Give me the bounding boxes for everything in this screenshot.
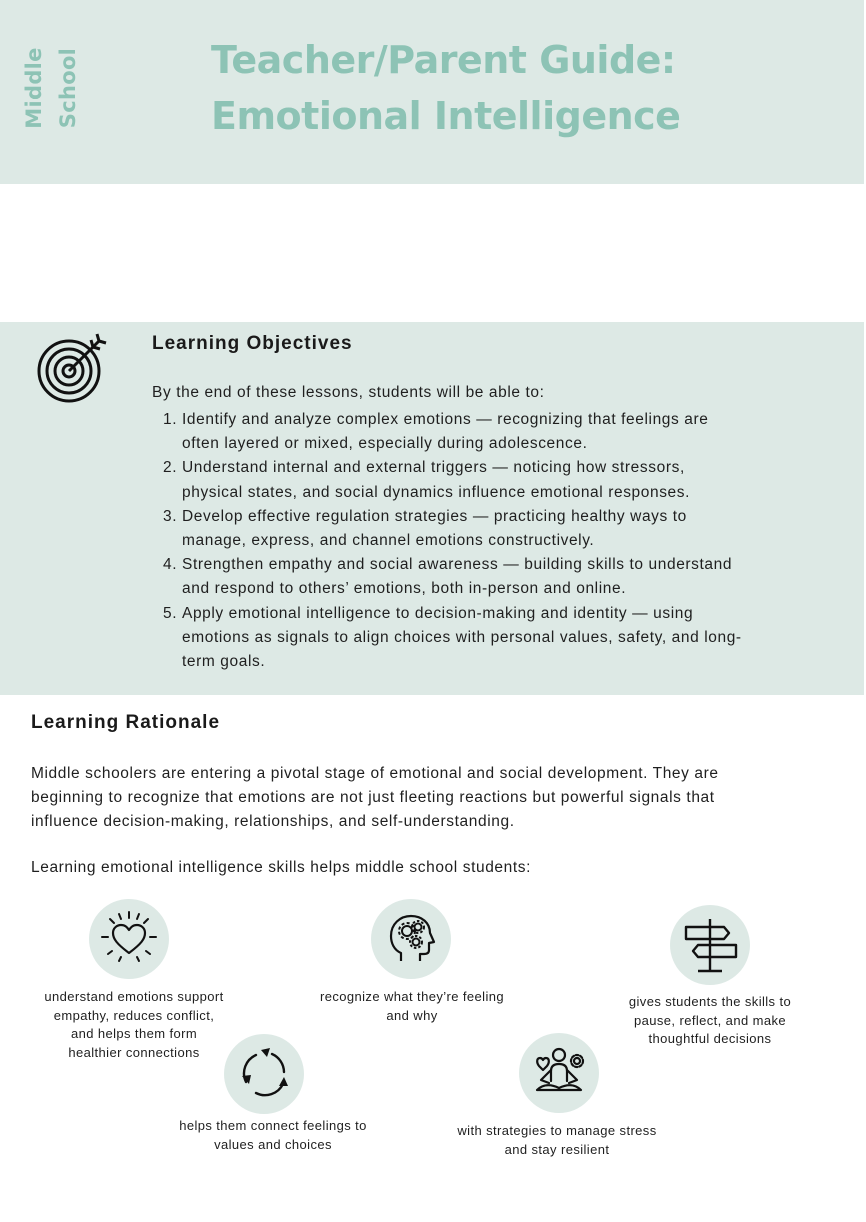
heart-icon <box>99 909 159 969</box>
title-line-1: Teacher/Parent Guide: <box>211 38 676 82</box>
heart-icon-circle <box>89 899 169 979</box>
title-line-2: Emotional Intelligence <box>211 94 681 138</box>
head-gears-icon <box>381 909 441 969</box>
list-item: 3. Develop effective regulation strategies — practicing healthy ways to manage, express, and channel emotions constructively. <box>163 507 687 550</box>
list-item: 1. Identify and analyze complex emotions — recognizing that feelings are often layered or mixed, especially during adolescence. <box>163 411 709 453</box>
signpost-icon <box>680 915 740 975</box>
benefit-caption-recognize: recognize what they’re feeling and why <box>320 989 504 1023</box>
target-icon <box>37 333 109 405</box>
list-item: 5. Apply emotional intelligence to decision-making and identity — using emotions as signals to align choices with personal values, safety, and long- term goals. <box>163 604 742 671</box>
objectives-heading: Learning Objectives <box>152 333 353 354</box>
side-label: Middle School <box>22 47 80 129</box>
rationale-lead: Learning emotional intelligence skills helps middle school students: <box>31 859 532 876</box>
benefit-caption-resilience: with strategies to manage stress and stay resilient <box>457 1123 657 1157</box>
meditation-icon-circle <box>519 1033 599 1113</box>
head-gears-icon-circle <box>371 899 451 979</box>
cycle-arrows-icon <box>234 1044 294 1104</box>
list-item: 2. Understand internal and external triggers — noticing how stressors, physical states, and social dynamics influence emotional responses. <box>163 459 691 501</box>
meditation-icon <box>529 1043 589 1103</box>
benefit-caption-values: helps them connect feelings to values and choices <box>179 1118 367 1152</box>
objectives-list <box>163 408 822 674</box>
signpost-icon-circle <box>670 905 750 985</box>
rationale-body: Middle schoolers are entering a pivotal stage of emotional and social development. They are beginning to recognize that emotions are not just fleeting reactions but powerful signals that influence decision-making, relationships, and self-understanding. <box>31 765 719 831</box>
page-title <box>211 32 680 144</box>
cycle-arrows-icon-circle <box>224 1034 304 1114</box>
rationale-heading: Learning Rationale <box>31 712 221 733</box>
list-item: 4. Strengthen empathy and social awareness — building skills to understand and respond to others’ emotions, both in-person and online. <box>163 556 733 598</box>
benefit-caption-empathy: understand emotions support empathy, reduces conflict, and helps them form healthier connections <box>44 989 224 1060</box>
benefit-caption-decisions: gives students the skills to pause, reflect, and make thoughtful decisions <box>628 994 792 1046</box>
objectives-intro: By the end of these lessons, students will be able to: <box>152 384 545 401</box>
